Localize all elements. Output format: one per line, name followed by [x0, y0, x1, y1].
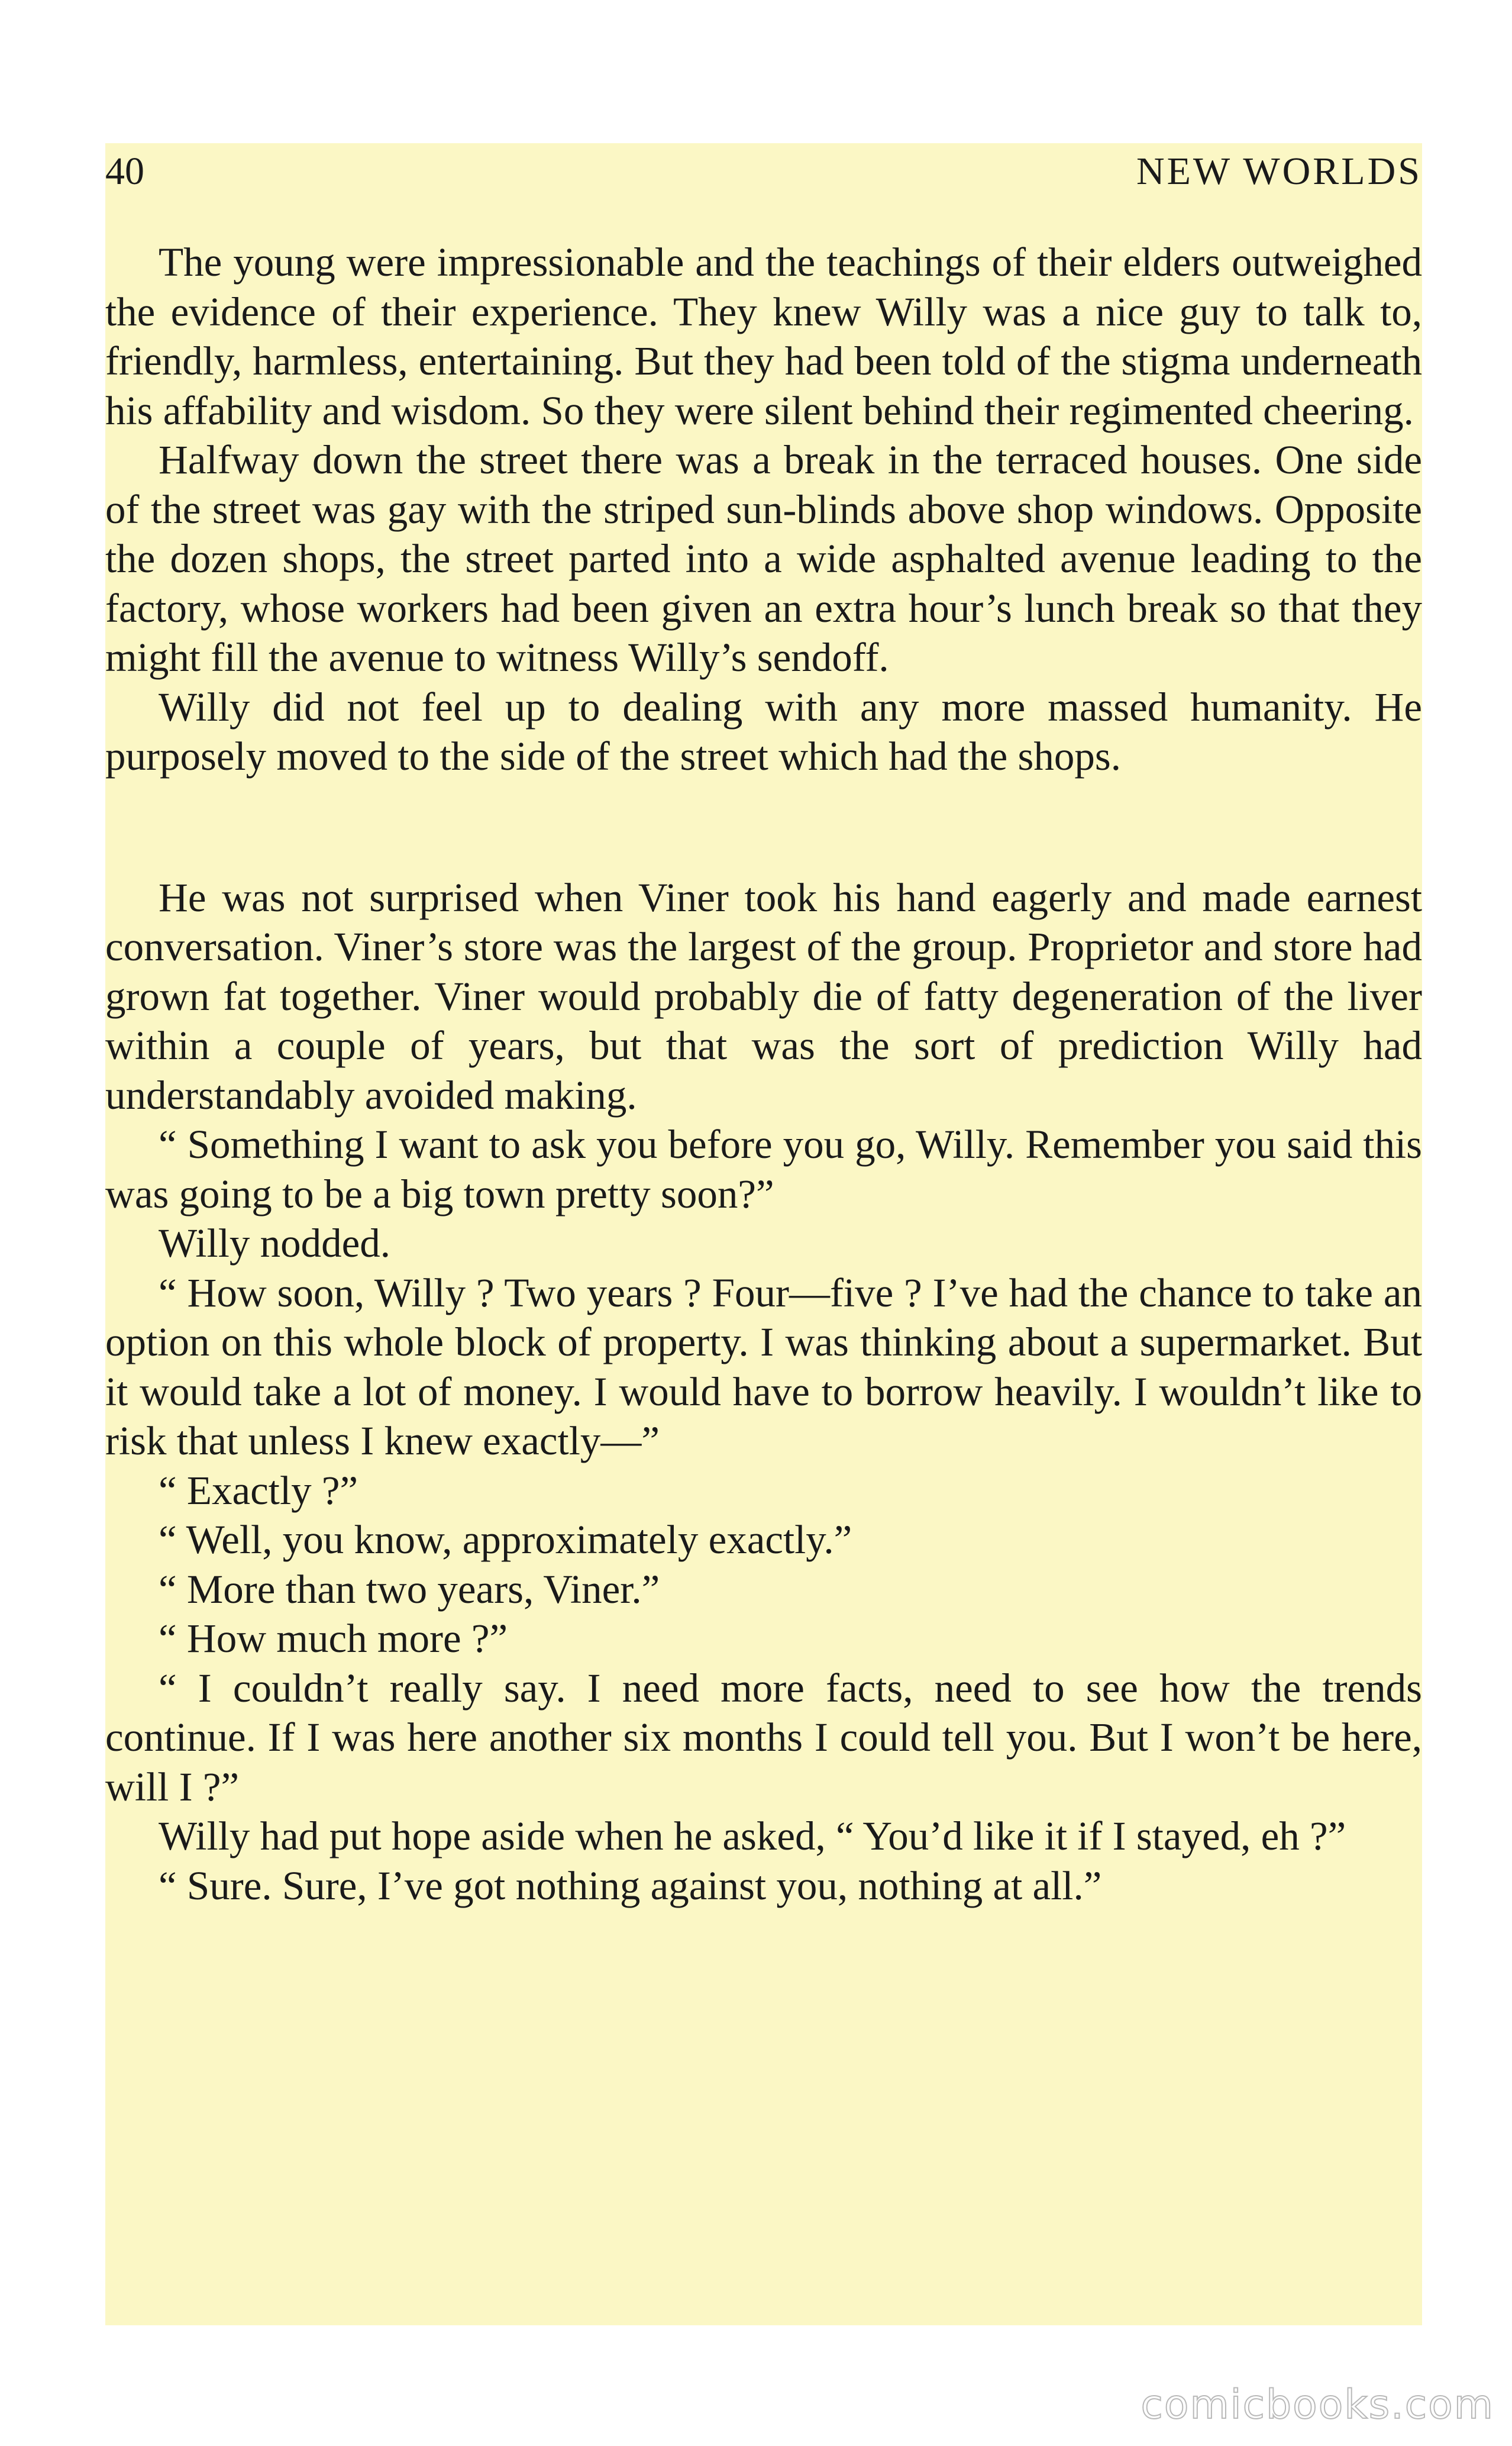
- body-text: [105, 238, 1422, 1911]
- paragraph: Halfway down the street there was a break in the terraced houses. One side of the street was gay with the striped sun-blinds above shop windows. Opposite the dozen shops, the street parted into a wide asphalted avenue leading to the factory, whose workers had been given an extra hour’s lunch break so that they might fill the avenue to witness Willy’s sendoff.: [105, 437, 1422, 680]
- paragraph: Willy had put hope aside when he asked, “ You’d like it if I stayed, eh ?”: [159, 1813, 1346, 1858]
- page-header: [105, 149, 1422, 202]
- paragraph: “ Sure. Sure, I’ve got nothing against you, nothing at all.”: [159, 1863, 1102, 1908]
- page-block: [105, 143, 1422, 2325]
- paragraph: “ I couldn’t really say. I need more facts, need to see how the trends continue. If I was here another six months I could tell you. But I won’t be here, will I ?”: [105, 1665, 1422, 1809]
- paragraph: He was not surprised when Viner took his hand eagerly and made earnest conversation. Viner’s store was the largest of the group. Proprietor and store had grown fat together. Viner would probably die of fatty degeneration of the liver within a couple of years, but that was the sort of prediction Willy had understandably avoided making.: [105, 875, 1422, 1118]
- watermark: comicbooks.com: [1141, 2382, 1494, 2428]
- paragraph: “ How soon, Willy ? Two years ? Four—five ? I’ve had the chance to take an option on this whole block of property. I was thinking about a supermarket. But it would take a lot of money. I would have to borrow heavily. I wouldn’t like to risk that unless I knew exactly—”: [105, 1270, 1422, 1463]
- section-break: [105, 782, 1422, 873]
- paragraph: Willy did not feel up to dealing with any more massed humanity. He purposely moved to the side of the street which had the shops.: [105, 684, 1422, 779]
- paragraph: “ How much more ?”: [159, 1616, 508, 1661]
- running-head: NEW WORLDS: [1136, 150, 1422, 193]
- paragraph: “ Something I want to ask you before you go, Willy. Remember you said this was going to be a big town pretty soon?”: [105, 1122, 1422, 1216]
- paragraph: “ Well, you know, approximately exactly.”: [159, 1517, 852, 1562]
- paragraph: “ More than two years, Viner.”: [159, 1566, 660, 1612]
- paragraph: The young were impressionable and the teachings of their elders outweighed the evidence of their experience. They knew Willy was a nice guy to talk to, friendly, harmless, entertaining. But they had been told of the stigma underneath his affability and wisdom. So they were silent behind their regimented cheering.: [105, 240, 1422, 433]
- paragraph: Willy nodded.: [159, 1221, 390, 1266]
- paragraph: “ Exactly ?”: [159, 1467, 358, 1513]
- page-number: 40: [105, 150, 144, 193]
